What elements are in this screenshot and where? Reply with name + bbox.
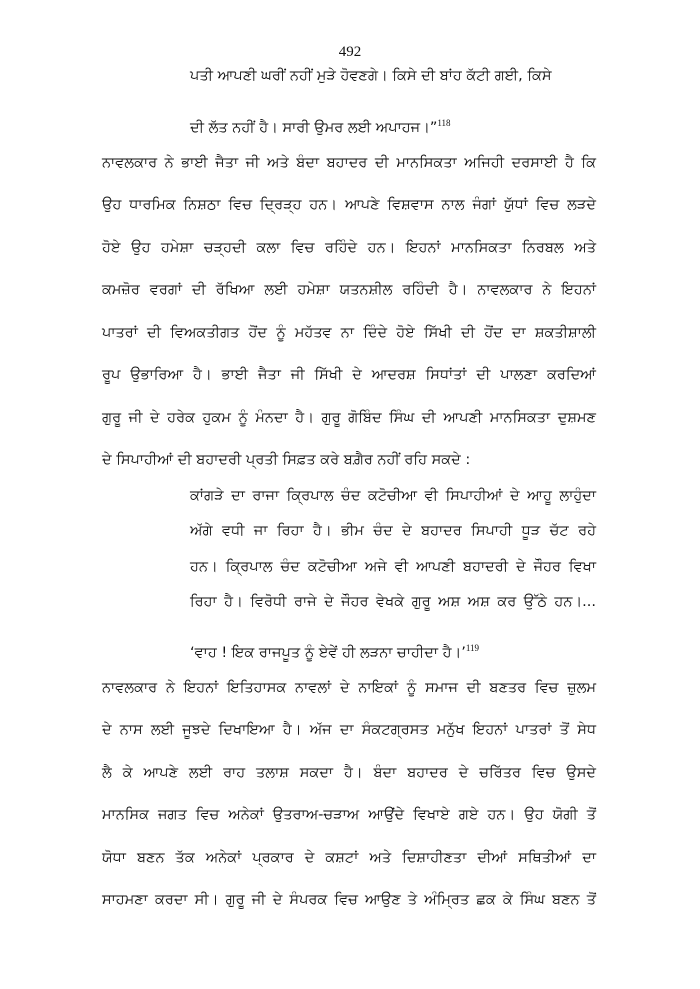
paragraph1-line: ਹੋਏ ਉਹ ਹਮੇਸ਼ਾ ਚੜ੍ਹਦੀ ਕਲਾ ਵਿਚ ਰਹਿੰਦੇ ਹਨ। ਇਹਨਾਂ ਮਾਨਸਿਕਤਾ ਨਿਰਬਲ ਅਤੇ [102, 240, 596, 256]
footnote-marker: 118 [437, 118, 451, 128]
paragraph2-line: ਨਾਵਲਕਾਰ ਨੇ ਇਹਨਾਂ ਇਤਿਹਾਸਕ ਨਾਵਲਾਂ ਦੇ ਨਾਇਕਾਂ ਨੂੰ ਸਮਾਜ ਦੀ ਬਣਤਰ ਵਿਚ ਜ਼ੁਲਮ [102, 680, 596, 696]
quote2-line: ਰਿਹਾ ਹੈ। ਵਿਰੋਧੀ ਰਾਜੇ ਦੇ ਜੌਹਰ ਵੇਖਕੇ ਗੁਰੂ ਅਸ਼ ਅਸ਼ ਕਰ ਉੱਠੇ ਹਨ।... [190, 594, 596, 610]
paragraph1-line: ਪਾਤਰਾਂ ਦੀ ਵਿਅਕਤੀਗਤ ਹੋਂਦ ਨੂੰ ਮਹੱਤਵ ਨਾ ਦਿੰਦੇ ਹੋਏ ਸਿੱਖੀ ਦੀ ਹੋਂਦ ਦਾ ਸ਼ਕਤੀਸ਼ਾਲੀ [102, 325, 596, 341]
paragraph1-line: ਕਮਜ਼ੋਰ ਵਰਗਾਂ ਦੀ ਰੱਖਿਆ ਲਈ ਹਮੇਸ਼ਾ ਯਤਨਸ਼ੀਲ ਰਹਿੰਦੀ ਹੈ। ਨਾਵਲਕਾਰ ਨੇ ਇਹਨਾਂ [102, 282, 596, 298]
paragraph2-line: ਸਾਹਮਣਾ ਕਰਦਾ ਸੀ। ਗੁਰੂ ਜੀ ਦੇ ਸੰਪਰਕ ਵਿਚ ਆਉਣ ਤੇ ਅੰਮ੍ਰਿਤ ਛਕ ਕੇ ਸਿੰਘ ਬਣਨ ਤੋਂ [102, 892, 596, 908]
quote2-line: ਅੱਗੇ ਵਧੀ ਜਾ ਰਿਹਾ ਹੈ। ਭੀਮ ਚੰਦ ਦੇ ਬਹਾਦਰ ਸਿਪਾਹੀ ਧੂੜ ਚੱਟ ਰਹੇ [190, 523, 596, 539]
paragraph2-line: ਦੇ ਨਾਸ ਲਈ ਜੂਝਦੇ ਦਿਖਾਇਆ ਹੈ। ਅੱਜ ਦਾ ਸੰਕਟਗ੍ਰਸਤ ਮਨੁੱਖ ਇਹਨਾਂ ਪਾਤਰਾਂ ਤੋਂ ਸੇਧ [102, 722, 596, 738]
paragraph2-line: ਲੈ ਕੇ ਆਪਣੇ ਲਈ ਰਾਹ ਤਲਾਸ਼ ਸਕਦਾ ਹੈ। ਬੰਦਾ ਬਹਾਦਰ ਦੇ ਚਰਿੱਤਰ ਵਿਚ ਉਸਦੇ [102, 765, 596, 781]
quote2-line: ਹਨ। ਕ੍ਰਿਪਾਲ ਚੰਦ ਕਟੋਚੀਆ ਅਜੇ ਵੀ ਆਪਣੀ ਬਹਾਦਰੀ ਦੇ ਜੌਹਰ ਵਿਖਾ [190, 559, 596, 575]
paragraph2-line: ਮਾਨਸਿਕ ਜਗਤ ਵਿਚ ਅਨੇਕਾਂ ਉਤਰਾਅ-ਚੜਾਅ ਆਉਂਦੇ ਵਿਖਾਏ ਗਏ ਹਨ। ਉਹ ਯੋਗੀ ਤੋਂ [102, 807, 596, 823]
paragraph1-line: ਦੇ ਸਿਪਾਹੀਆਂ ਦੀ ਬਹਾਦਰੀ ਪ੍ਰਤੀ ਸਿਫ਼ਤ ਕਰੇ ਬਗ਼ੈਰ ਨਹੀਂ ਰਹਿ ਸਕਦੇ : [102, 452, 471, 468]
quote1-line: ਪਤੀ ਆਪਣੀ ਘਰੀਂ ਨਹੀਂ ਮੁੜੇ ਹੋਵਣਗੇ। ਕਿਸੇ ਦੀ ਬਾਂਹ ਕੱਟੀ ਗਈ, ਕਿਸੇ [190, 68, 552, 84]
paragraph2-line: ਯੋਧਾ ਬਣਨ ਤੱਕ ਅਨੇਕਾਂ ਪ੍ਰਕਾਰ ਦੇ ਕਸ਼ਟਾਂ ਅਤੇ ਦਿਸ਼ਾਹੀਣਤਾ ਦੀਆਂ ਸਥਿਤੀਆਂ ਦਾ [102, 850, 596, 866]
quote2-line: ਕਾਂਗੜੇ ਦਾ ਰਾਜਾ ਕ੍ਰਿਪਾਲ ਚੰਦ ਕਟੋਚੀਆ ਵੀ ਸਿਪਾਹੀਆਂ ਦੇ ਆਹੂ ਲਾਹੁੰਦਾ [190, 488, 596, 504]
paragraph1-line: ਉਹ ਧਾਰਮਿਕ ਨਿਸ਼ਠਾ ਵਿਚ ਦ੍ਰਿੜ੍ਹ ਹਨ। ਆਪਣੇ ਵਿਸ਼ਵਾਸ ਨਾਲ ਜੰਗਾਂ ਯੁੱਧਾਂ ਵਿਚ ਲੜਦੇ [102, 197, 596, 213]
paragraph1-line: ਗੁਰੂ ਜੀ ਦੇ ਹਰੇਕ ਹੁਕਮ ਨੂੰ ਮੰਨਦਾ ਹੈ। ਗੁਰੂ ਗੋਬਿੰਦ ਸਿੰਘ ਦੀ ਆਪਣੀ ਮਾਨਸਿਕਤਾ ਦੁਸ਼ਮਣ [102, 410, 596, 426]
quote1-line: ਦੀ ਲੱਤ ਨਹੀਂ ਹੈ। ਸਾਰੀ ਉਮਰ ਲਈ ਅਪਾਹਜ।”$^{118}$ [190, 118, 451, 136]
paragraph1-line: ਰੂਪ ਉਭਾਰਿਆ ਹੈ। ਭਾਈ ਜੈਤਾ ਜੀ ਸਿੱਖੀ ਦੇ ਆਦਰਸ਼ ਸਿਧਾਂਤਾਂ ਦੀ ਪਾਲਣਾ ਕਰਦਿਆਂ [102, 367, 596, 383]
footnote-marker: 119 [465, 643, 480, 653]
quote2-line: ‘ਵਾਹ ! ਇਕ ਰਾਜਪੂਤ ਨੂੰ ਏਵੇਂ ਹੀ ਲੜਨਾ ਚਾਹੀਦਾ ਹੈ।’$^{119}$ [190, 643, 480, 661]
page-number: 492 [338, 44, 362, 60]
paragraph1-line: ਨਾਵਲਕਾਰ ਨੇ ਭਾਈ ਜੈਤਾ ਜੀ ਅਤੇ ਬੰਦਾ ਬਹਾਦਰ ਦੀ ਮਾਨਸਿਕਤਾ ਅਜਿਹੀ ਦਰਸਾਈ ਹੈ ਕਿ [102, 155, 596, 171]
